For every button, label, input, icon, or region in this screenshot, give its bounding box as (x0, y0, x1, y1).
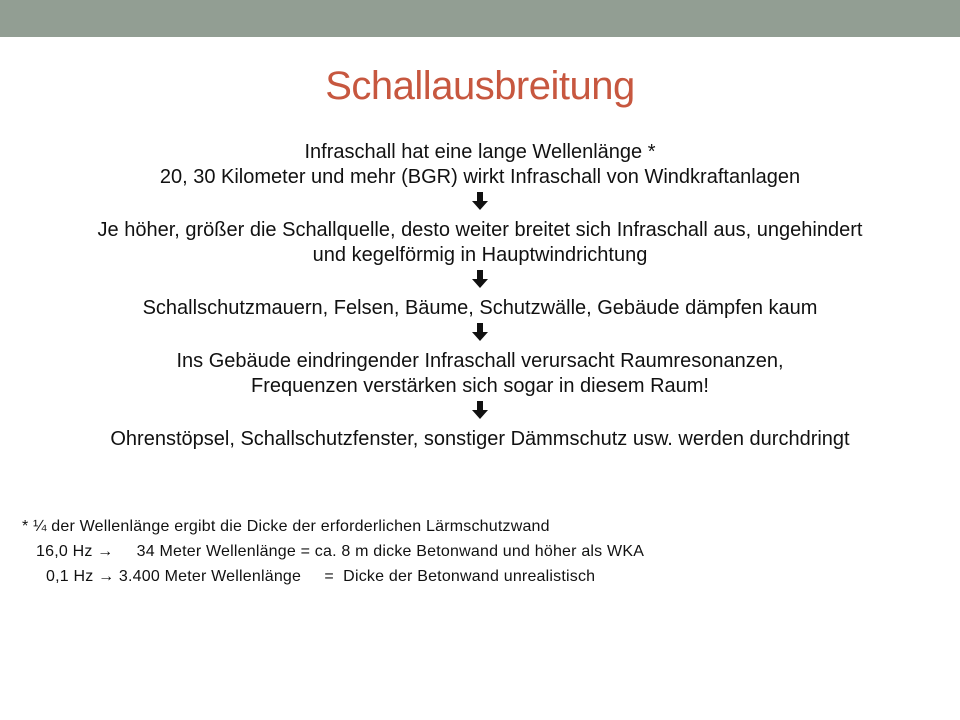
text-line: Ohrenstöpsel, Schallschutzfenster, sonstiger Dämmschutz usw. werden durchdringt (110, 428, 850, 450)
text-line: Infraschall hat eine lange Wellenlänge * (304, 141, 656, 163)
footnote-line: 0,1 Hz → 3.400 Meter Wellenlänge = Dicke der Betonwand unrealistisch (46, 568, 596, 585)
text-line: Ins Gebäude eindringender Infraschall verursacht Raumresonanzen, (176, 350, 784, 372)
arrow-down-icon (0, 268, 960, 296)
text-line: Frequenzen verstärken sich sogar in diesem Raum! (251, 375, 709, 397)
arrow-down-icon (0, 399, 960, 427)
footnote-line: 16,0 Hz → 34 Meter Wellenlänge = ca. 8 m dicke Betonwand und höher als WKA (36, 543, 645, 560)
top-bar (0, 0, 960, 37)
footnote (0, 514, 960, 589)
slide-title: Schallausbreitung (325, 64, 635, 108)
text-line: 20, 30 Kilometer und mehr (BGR) wirkt Infraschall von Windkraftanlagen (159, 166, 801, 188)
text-line: Je höher, größer die Schallquelle, desto weiter breitet sich Infraschall aus, ungehindert (97, 219, 863, 241)
arrow-down-icon (0, 190, 960, 218)
text-line: Schallschutzmauern, Felsen, Bäume, Schutzwälle, Gebäude dämpfen kaum (142, 297, 818, 319)
main-text (0, 140, 960, 452)
arrow-down-icon (0, 321, 960, 349)
text-line: und kegelförmig in Hauptwindrichtung (312, 244, 648, 266)
footnote-line: * ¼ der Wellenlänge ergibt die Dicke der erforderlichen Lärmschutzwand (22, 518, 550, 535)
